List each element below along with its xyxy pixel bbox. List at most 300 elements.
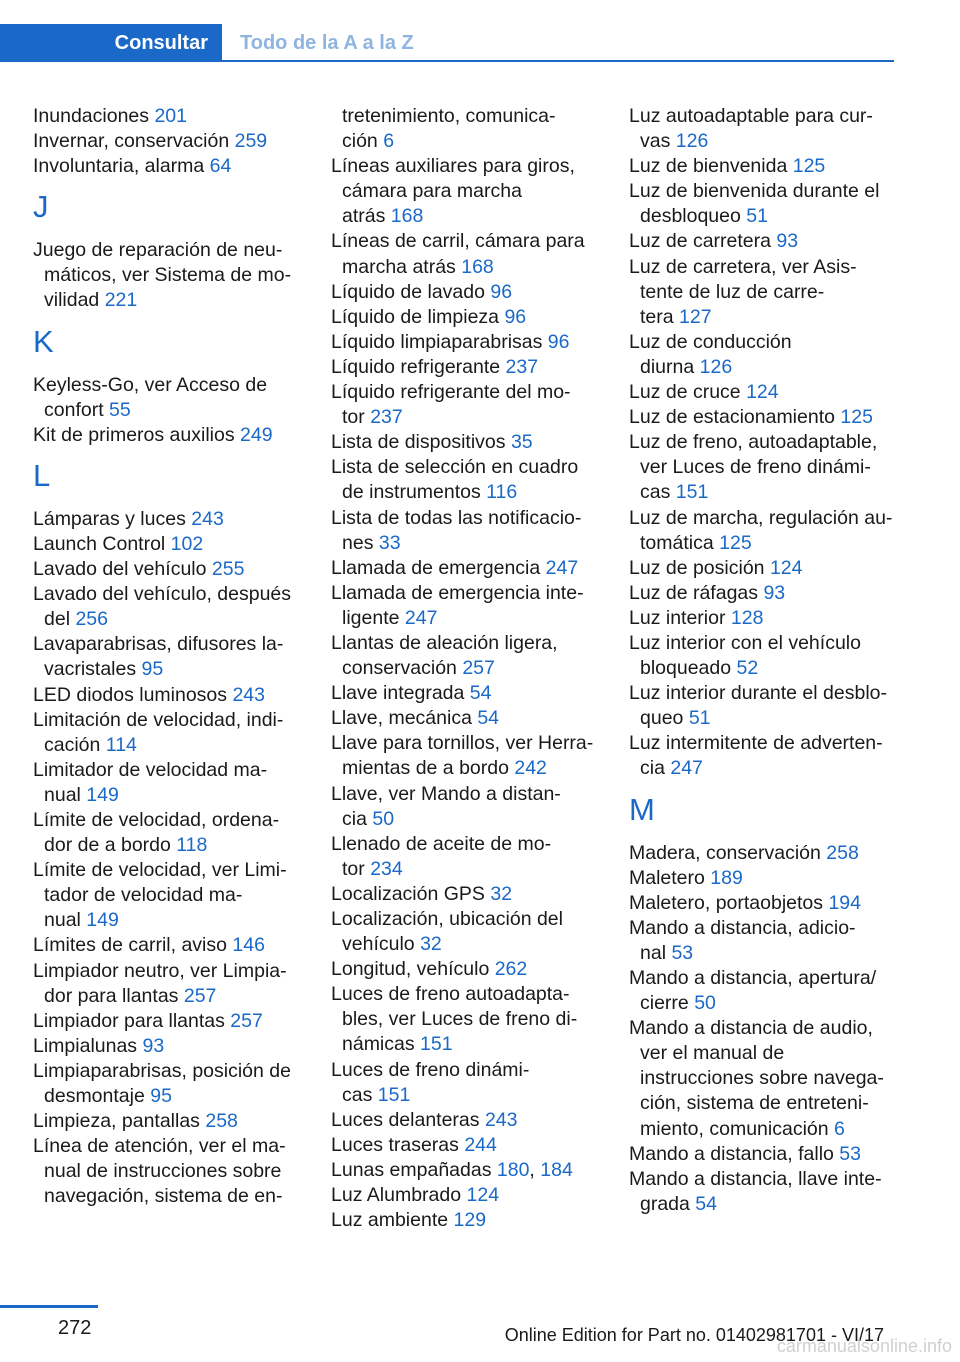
tab-consultar[interactable]: Consultar [0,24,222,62]
page-link[interactable]: 50 [372,807,395,830]
page-link[interactable]: 124 [769,556,803,579]
entry-line [629,841,897,866]
index-entry [629,506,897,556]
page-link[interactable]: 180 [496,1158,530,1181]
entry-text: Luz de carretera, ver Asis- [629,255,857,278]
entry-continuation [331,129,599,154]
page-link[interactable]: 258 [205,1110,238,1133]
page-link[interactable]: 201 [154,105,187,127]
page-link[interactable]: 95 [141,658,164,681]
page-link[interactable]: 262 [494,958,528,981]
entry-line [33,129,301,154]
page-link[interactable]: 96 [504,305,527,328]
page-link[interactable]: 234 [370,857,403,880]
page-link[interactable]: 116 [486,481,518,504]
index-entry [33,933,301,958]
entry-line [331,355,599,380]
entry-text: nes [342,531,379,554]
entry-text: miento, comunicación [640,1117,835,1140]
index-entry [629,631,897,681]
entry-line [331,455,599,480]
page-link[interactable]: 221 [104,289,138,312]
page-link[interactable]: 151 [420,1033,453,1056]
entry-line [33,758,301,783]
page-link[interactable]: 35 [510,431,533,454]
entry-text: Lavado del vehículo [33,558,212,581]
entry-line [331,731,599,756]
index-entry [629,255,897,330]
entry-line [331,907,599,932]
page-link[interactable]: 255 [211,558,245,581]
entry-text: Luz de conducción [629,330,792,353]
page-link[interactable]: 247 [670,757,703,780]
entry-line [33,808,301,833]
entry-text: Luz de bienvenida [629,155,793,178]
entry-text: Límite de velocidad, ordena- [33,808,280,831]
entry-text: Lunas empañadas [331,1158,497,1181]
page-link[interactable]: 242 [514,757,547,780]
entry-text: ver Luces de freno dinámi- [640,456,871,479]
entry-text: Luz de freno, autoadaptable, [629,431,878,454]
entry-continuation [33,984,301,1009]
page-link[interactable]: 64 [209,155,232,178]
index-entry [629,154,897,179]
entry-text: dor para llantas [44,984,184,1007]
entry-continuation [33,657,301,682]
page-link[interactable]: 129 [453,1209,487,1232]
page-link[interactable]: 54 [477,707,500,730]
index-entry [629,330,897,380]
entry-line [331,506,599,531]
entry-text: cación [44,733,106,756]
entry-text: tente de luz de carre- [640,280,825,303]
page-link[interactable]: 55 [109,398,131,421]
entry-text: atrás [342,205,391,228]
entry-line [629,506,897,531]
entry-text: cámara para marcha [342,180,522,203]
index-entry [33,959,301,1009]
page-link[interactable]: 184 [540,1158,573,1181]
index-entry [331,506,599,556]
entry-continuation [331,1007,599,1032]
index-entry [33,1034,301,1059]
page-link[interactable]: 243 [232,683,265,706]
page-link[interactable]: 96 [547,330,570,353]
entry-line [331,280,599,305]
page-link[interactable]: 146 [232,934,265,957]
entry-text: nual de instrucciones sobre [44,1160,282,1183]
page-link[interactable]: 53 [839,1142,861,1165]
index-entry [331,907,599,957]
index-entry [629,179,897,229]
page-link[interactable]: 151 [675,481,709,504]
entry-continuation [629,455,897,480]
entry-continuation [629,991,897,1016]
page-link[interactable]: 54 [695,1192,717,1215]
entry-text: desbloqueo [640,205,747,228]
entry-line [33,238,301,263]
entry-text: vacristales [44,658,142,681]
entry-text: Launch Control [33,532,171,555]
entry-text: cia [640,757,671,780]
entry-text: Mando a distancia, fallo [629,1142,840,1165]
entry-text: dor de a bordo [44,834,177,857]
index-column-3 [629,104,897,1217]
index-entry [331,1208,599,1233]
index-entry [33,582,301,632]
page-link[interactable]: 189 [710,866,743,889]
entry-continuation [331,104,599,129]
page-link[interactable]: 243 [484,1108,518,1131]
entry-continuation [331,531,599,556]
entry-continuation [629,280,897,305]
entry-text: Lavado del vehículo, después [33,583,292,606]
index-entry [331,882,599,907]
entry-text: Luz interior durante el desblo- [629,682,887,705]
entry-continuation [629,531,897,556]
entry-line [33,507,301,532]
page-link[interactable]: 247 [404,606,438,629]
page-link[interactable]: 256 [75,608,108,631]
page-link[interactable]: 96 [490,280,513,303]
index-entry [331,982,599,1057]
entry-text: Lavaparabrisas, difusores la- [33,633,284,656]
entry-line [33,1034,301,1059]
entry-line [629,154,897,179]
entry-line [629,681,897,706]
index-entry [629,681,897,731]
entry-text: Luces de freno dinámi- [331,1058,530,1081]
entry-line [629,330,897,355]
page-link[interactable]: 249 [240,423,273,446]
entry-line [331,832,599,857]
entry-text: Invernar, conservación [33,130,235,153]
entry-line [33,1134,301,1159]
entry-line [629,631,897,656]
index-entry [33,1009,301,1034]
page-link[interactable]: 149 [86,783,119,806]
entry-text: cas [342,1083,378,1106]
index-entry [331,706,599,731]
index-entry [33,423,301,448]
index-entry [331,1133,599,1158]
page-link[interactable]: 258 [826,841,859,864]
entry-line [331,305,599,330]
entry-line [33,959,301,984]
index-entry [33,129,301,154]
entry-continuation [629,305,897,330]
page-link[interactable]: 244 [464,1133,497,1156]
separator: , [529,1158,541,1181]
page-link[interactable]: 54 [469,682,492,705]
page-link[interactable]: 52 [736,657,759,680]
section-letter: M [629,791,655,827]
page-link[interactable]: 257 [183,984,217,1007]
entry-text: Limpieza, pantallas [33,1110,206,1133]
page-link[interactable]: 149 [86,909,119,932]
entry-text: Localización GPS [331,882,491,905]
entry-line [33,582,301,607]
index-entry [331,631,599,681]
entry-line [629,731,897,756]
index-entry [331,681,599,706]
entry-text: Madera, conservación [629,841,827,864]
index-entry [629,1142,897,1167]
entry-line [331,1108,599,1133]
entry-text: Luz intermitente de adverten- [629,732,883,755]
entry-text: Línea de atención, ver el ma- [33,1135,286,1158]
tab-todo-a-z[interactable]: Todo de la A a la Z [240,31,414,54]
index-entry [33,683,301,708]
index-entry [331,1158,599,1183]
entry-text: Mando a distancia, adicio- [629,916,856,939]
entry-text: Luz de marcha, regulación au- [629,506,893,529]
entry-line [331,882,599,907]
page-link[interactable]: 95 [150,1085,172,1107]
page-link[interactable]: 51 [746,205,768,228]
index-entry [331,832,599,882]
index-entry [331,380,599,430]
entry-text: Localización, ubicación del [331,908,563,930]
index-entry [331,556,599,581]
page-link[interactable]: 124 [746,381,779,404]
index-entry [33,758,301,808]
entry-text: Límites de carril, aviso [33,934,233,957]
entry-text: Líquido refrigerante [331,355,506,378]
entry-line [629,405,897,430]
index-entry [33,708,301,758]
entry-continuation [33,288,301,313]
entry-line [33,1059,301,1084]
page-link[interactable]: 247 [545,556,579,579]
entry-text: tera [640,305,680,328]
index-entry [33,154,301,179]
page-link[interactable]: 125 [719,531,752,554]
entry-line [629,606,897,631]
entry-line [629,229,897,254]
index-entry [33,1109,301,1134]
page-link[interactable]: 127 [679,305,712,328]
entry-text: Lista de todas las notificacio- [331,506,582,529]
page-link[interactable]: 50 [694,992,716,1015]
entry-text: ligente [342,606,405,629]
entry-line [331,631,599,656]
page-link[interactable]: 257 [230,1009,263,1032]
entry-text: Luz de posición [629,556,770,579]
index-entry [33,1059,301,1109]
index-entry [33,808,301,858]
index-entry [629,606,897,631]
entry-line [629,1016,897,1041]
entry-line [33,683,301,708]
entry-text: nual [44,909,87,932]
index-entry [331,355,599,380]
page-link[interactable]: 114 [105,733,137,756]
page-link[interactable]: 237 [370,406,403,429]
page-link[interactable]: 128 [730,606,764,629]
entry-text: Llamada de emergencia inte- [331,581,584,604]
index-entry [331,280,599,305]
page-link[interactable]: 93 [776,230,799,253]
entry-line [331,1058,599,1083]
entry-continuation [33,783,301,808]
entry-text: Longitud, vehículo [331,958,495,981]
index-entry [629,841,897,866]
entry-continuation [629,756,897,781]
entry-line [331,1208,599,1233]
entry-line [331,706,599,731]
page-link[interactable]: 168 [390,205,424,228]
index-entry [331,455,599,505]
page-link[interactable]: 33 [378,531,401,554]
entry-text: Líquido limpiaparabrisas [331,330,548,353]
entry-line [33,708,301,733]
index-entry [33,557,301,582]
index-entry [629,1167,897,1217]
edition-text: Online Edition for Part no. 01402981701 - VI/17 [504,1325,884,1345]
entry-text: tador de velocidad ma- [44,884,243,907]
entry-text: tomática [640,531,720,554]
page-link[interactable]: 93 [142,1034,165,1057]
entry-text: queo [640,707,689,730]
page-link[interactable]: 102 [170,532,204,555]
entry-line [331,380,599,405]
entry-text: nual [44,783,87,806]
entry-line [331,430,599,455]
index-column-2 [331,104,599,1233]
entry-text: Luces delanteras [331,1108,485,1131]
page-link[interactable]: 168 [461,255,494,278]
index-entry [629,916,897,966]
entry-line [331,782,599,807]
entry-line [629,866,897,891]
page-link[interactable]: 124 [466,1184,500,1207]
entry-text: diurna [640,355,700,378]
entry-continuation [331,204,599,229]
header-divider [222,60,894,62]
page-link[interactable]: 125 [792,155,826,178]
entry-continuation [33,908,301,933]
entry-text: bles, ver Luces de freno di- [342,1008,578,1031]
entry-text: Juego de reparación de neu- [33,239,283,262]
entry-continuation [629,1066,897,1091]
entry-continuation [33,833,301,858]
entry-continuation [331,1083,599,1108]
entry-line [33,933,301,958]
page-link[interactable]: 6 [834,1117,845,1140]
index-entry [331,104,599,154]
entry-line [331,556,599,581]
page-link[interactable]: 237 [505,355,539,378]
entry-text: Luz autoadaptable para cur- [629,105,873,127]
index-entry [629,405,897,430]
entry-text: Luz interior con el vehículo [629,631,861,654]
entry-text: Luces de freno autoadapta- [331,983,570,1006]
page-link[interactable]: 243 [191,507,224,530]
page-link[interactable]: 51 [688,707,711,730]
entry-continuation [629,355,897,380]
page-link[interactable]: 194 [828,891,861,914]
entry-text: Luz ambiente [331,1209,454,1232]
entry-text: Luz de bienvenida durante el [629,180,880,203]
entry-line [33,532,301,557]
entry-text: Luz Alumbrado [331,1184,467,1207]
entry-line [33,373,301,398]
entry-text: Involuntaria, alarma [33,155,210,178]
entry-line [629,255,897,280]
entry-text: Limitador de velocidad ma- [33,758,268,781]
page-link[interactable]: 93 [763,581,786,604]
entry-line [331,154,599,179]
page-link[interactable]: 259 [234,130,268,153]
index-entry [331,1183,599,1208]
entry-text: Mando a distancia de audio, [629,1017,873,1040]
entry-text: conservación [342,657,463,680]
entry-text: cierre [640,992,695,1015]
index-entry [629,556,897,581]
entry-text: tretenimiento, comunica- [342,105,556,127]
page-link[interactable]: 126 [675,130,709,153]
page-link[interactable]: 257 [462,657,495,680]
page-link[interactable]: 32 [490,882,513,905]
section-letter: L [33,457,51,493]
index-entry [629,1016,897,1141]
index-entry [331,957,599,982]
page-link[interactable]: 32 [420,933,442,956]
entry-text: námicas [342,1033,421,1056]
entry-line [33,154,301,179]
entry-continuation [629,1192,897,1217]
index-entry [33,507,301,532]
entry-text: confort [44,398,110,421]
entry-line [33,1109,301,1134]
page-link[interactable]: 125 [840,406,873,429]
entry-continuation [331,480,599,505]
page-link[interactable]: 151 [377,1083,411,1106]
entry-continuation [629,480,897,505]
entry-text: Llamada de emergencia [331,556,546,579]
entry-text: Luz de estacionamiento [629,406,841,429]
page-number: 272 [58,1317,92,1339]
entry-line [629,916,897,941]
entry-text: desmontaje [44,1085,151,1107]
index-entry [331,731,599,781]
entry-text: Limpiador para llantas [33,1009,231,1032]
page-link[interactable]: 53 [671,941,694,964]
entry-continuation [33,1184,301,1209]
entry-continuation [629,1041,897,1066]
entry-text: vas [640,130,676,153]
entry-line [629,556,897,581]
entry-text: vehículo [342,933,421,956]
entry-text: máticos, ver Sistema de mo- [44,264,292,287]
entry-text: Limpialunas [33,1034,143,1057]
entry-continuation [331,857,599,882]
entry-text: Luz interior [629,606,731,629]
entry-text: Maletero [629,866,711,889]
index-entry [629,104,897,154]
entry-text: Llantas de aleación ligera, [331,631,558,654]
page-link[interactable]: 118 [176,834,208,857]
entry-text: Líneas auxiliares para giros, [331,155,575,178]
entry-line [33,632,301,657]
page-link[interactable]: 6 [383,130,395,153]
entry-continuation [33,1159,301,1184]
page-link[interactable]: 126 [699,355,733,378]
entry-text: Líquido de limpieza [331,305,505,328]
index-entry [331,154,599,229]
entry-text: Llenado de aceite de mo- [331,832,552,855]
